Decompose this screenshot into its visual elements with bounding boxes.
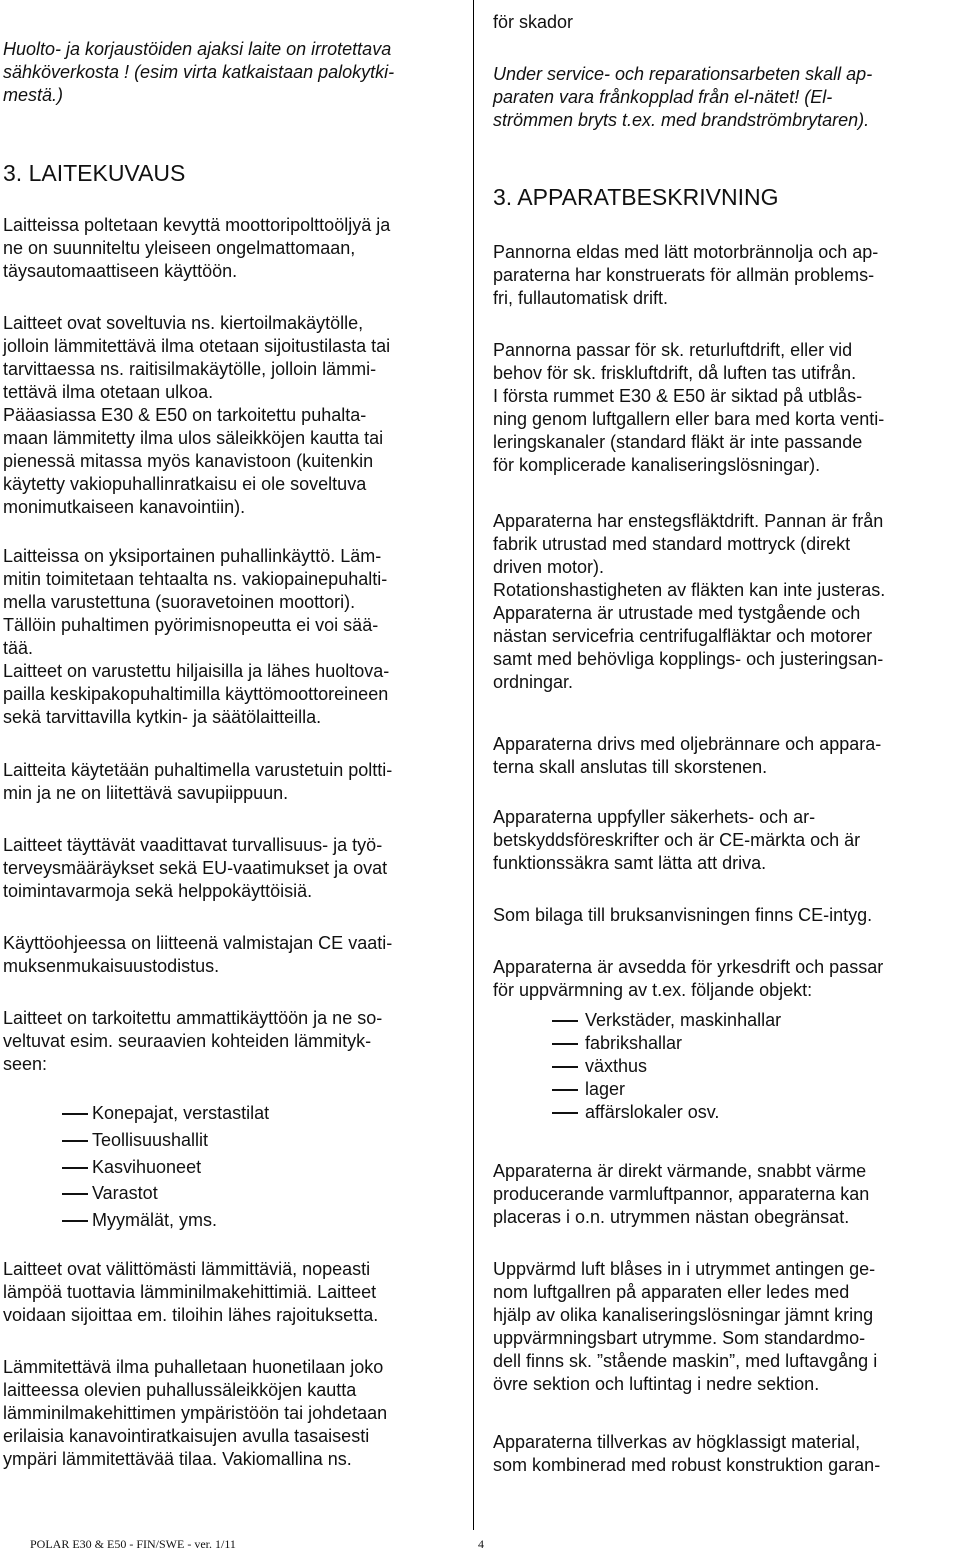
list-dash (552, 1043, 578, 1045)
text-line: toimintavarmoja sekä helppokäyttöisiä. (3, 881, 313, 901)
text-line: Pannorna eldas med lätt motorbrännolja och ap- (493, 242, 879, 262)
text-line: lämminilmakehittimen ympäristöön tai johdetaan (3, 1403, 388, 1423)
text-line: fri, fullautomatisk drift. (493, 288, 669, 308)
text-line: Laitteita käytetään puhaltimella varustetuin poltti- (3, 760, 393, 780)
text-line: övre sektion och luftintag i nedre sektion. (493, 1374, 820, 1394)
intro-line: Huolto- ja korjaustöiden ajaksi laite on irrotettava (3, 39, 392, 59)
text-line: tää. (3, 638, 34, 658)
text-line: Uppvärmd luft blåses in i utrymmet antingen ge- (493, 1259, 876, 1279)
text-line: paraterna har konstruerats för allmän problems- (493, 265, 875, 285)
text-line: nästan servicefria centrifugalfläktar och motorer (493, 626, 873, 646)
text-line: Laitteet ovat soveltuvia ns. kiertoilmakäytölle, (3, 313, 364, 333)
list-dash (62, 1140, 88, 1142)
text-line: mella varustettuna (suoravetoinen moottori). (3, 592, 356, 612)
text-line: Laitteissa poltetaan kevyttä moottoripolttoöljyä ja (3, 215, 391, 235)
list-dash (62, 1167, 88, 1169)
list-item: Teollisuushallit (92, 1130, 209, 1150)
text-line: Käyttöohjeessa on liitteenä valmistajan CE vaati- (3, 933, 393, 953)
text-line: pienessä mitassa myös kanavistoon (kuitenkin (3, 451, 374, 471)
text-line: producerande varmluftpannor, apparaterna kan (493, 1184, 870, 1204)
text-line: mitin toimitetaan tehtaalta ns. vakiopainepuhalti- (3, 569, 388, 589)
list-dash (552, 1089, 578, 1091)
list-item: lager (585, 1079, 626, 1099)
list-item: Myymälät, yms. (92, 1210, 218, 1230)
text-line: Tällöin puhaltimen pyörimisnopeutta ei voi sää- (3, 615, 379, 635)
text-line: tarvittaessa ns. raitisilmakäytölle, jolloin lämmi- (3, 359, 377, 379)
list-item: Kasvihuoneet (92, 1157, 202, 1177)
list-dash (552, 1066, 578, 1068)
text-line: Laitteet ovat välittömästi lämmittäviä, nopeasti (3, 1259, 371, 1279)
text-line: seen: (3, 1054, 48, 1074)
text-line: Apparaterna drivs med oljebrännare och appara- (493, 734, 882, 754)
text-line: Pääasiassa E30 & E50 on tarkoitettu puhalta- (3, 405, 367, 425)
text-line: Lämmitettävä ilma puhalletaan huonetilaan joko (3, 1357, 384, 1377)
text-line: nom luftgallren på apparaten eller ledes med (493, 1282, 850, 1302)
text-line: terna skall anslutas till skorstenen. (493, 757, 768, 777)
text-line: Laitteet on tarkoitettu ammattikäyttöön ja ne so- (3, 1008, 383, 1028)
text-line: I första rummet E30 & E50 är siktad på utblås- (493, 386, 863, 406)
text-line: funktionssäkra samt lätta att driva. (493, 853, 767, 873)
text-line: tettävä ilma otetaan ulkoa. (3, 382, 214, 402)
text-line: Rotationshastigheten av fläkten kan inte justeras. (493, 580, 886, 600)
text-line: Laitteet täyttävät vaadittavat turvallisuus- ja työ- (3, 835, 383, 855)
intro-line: för skador (493, 12, 574, 32)
text-line: maan lämmitetty ilma ulos säleikköjen kautta tai (3, 428, 384, 448)
text-line: jolloin lämmitettävä ilma otetaan sijoitustilasta tai (3, 336, 391, 356)
intro-line: paraten vara frånkopplad från el-nätet! (El- (493, 87, 833, 107)
text-line: Apparaterna uppfyller säkerhets- och ar- (493, 807, 816, 827)
text-line: leringskanaler (standard fläkt är inte passande (493, 432, 863, 452)
intro-line: Under service- och reparationsarbeten skall ap- (493, 64, 873, 84)
text-line: driven motor). (493, 557, 605, 577)
text-line: Apparaterna tillverkas av högklassigt material, (493, 1432, 861, 1452)
list-dash (62, 1220, 88, 1222)
intro-line: strömmen bryts t.ex. med brandströmbrytaren). (493, 110, 870, 130)
list-item: Konepajat, verstastilat (92, 1103, 270, 1123)
text-line: ne on suunniteltu yleiseen ongelmattomaan, (3, 238, 356, 258)
text-line: för komplicerade kanaliseringslösningar). (493, 455, 821, 475)
section-heading: 3. LAITEKUVAUS (3, 160, 186, 186)
section-heading: 3. APPARATBESKRIVNING (493, 184, 779, 210)
text-line: för uppvärmning av t.ex. följande objekt: (493, 980, 813, 1000)
list-dash (552, 1020, 578, 1022)
text-line: ning genom luftgallern eller bara med korta venti- (493, 409, 885, 429)
list-item: affärslokaler osv. (585, 1102, 720, 1122)
text-line: pailla keskipakopuhaltimilla käyttömoottoreineen (3, 684, 389, 704)
text-line: laitteessa olevien puhallussäleikköjen kautta (3, 1380, 357, 1400)
text-line: käytetty vakiopuhallinratkaisu ei ole soveltuva (3, 474, 367, 494)
text-line: Apparaterna är direkt värmande, snabbt värme (493, 1161, 867, 1181)
text-line: terveysmääräykset sekä EU-vaatimukset ja ovat (3, 858, 388, 878)
text-line: samt med behövliga kopplings- och justeringsan- (493, 649, 884, 669)
text-line: täysautomaattiseen käyttöön. (3, 261, 238, 281)
text-line: Apparaterna har enstegsfläktdrift. Pannan är från (493, 511, 884, 531)
list-item: växthus (585, 1056, 648, 1076)
intro-line: sähköverkosta ! (esim virta katkaistaan palokytki- (3, 62, 395, 82)
text-line: ordningar. (493, 672, 574, 692)
list-dash (552, 1112, 578, 1114)
text-line: ympäri lämmitettävää tilaa. Vakiomallina ns. (3, 1449, 352, 1469)
text-line: veltuvat esim. seuraavien kohteiden lämmityk- (3, 1031, 372, 1051)
text-line: Apparaterna är utrustade med tystgående och (493, 603, 861, 623)
text-line: muksenmukaisuustodistus. (3, 956, 220, 976)
list-dash (62, 1193, 88, 1195)
text-line: som kombinerad med robust konstruktion garan- (493, 1455, 881, 1475)
page-number: 4 (478, 1537, 484, 1551)
text-line: fabrik utrustad med standard mottryck (direkt (493, 534, 851, 554)
text-line: voidaan sijoittaa em. tiloihin lähes rajoituksetta. (3, 1305, 379, 1325)
list-dash (62, 1113, 88, 1115)
footer-doc-label: POLAR E30 & E50 - FIN/SWE - ver. 1/11 (30, 1537, 236, 1551)
text-line: uppvärmningsbart utrymme. Som standardmo- (493, 1328, 866, 1348)
text-line: Laitteet on varustettu hiljaisilla ja lähes huoltova- (3, 661, 390, 681)
text-line: Apparaterna är avsedda för yrkesdrift och passar (493, 957, 884, 977)
list-item: Verkstäder, maskinhallar (585, 1010, 782, 1030)
text-line: behov för sk. friskluftdrift, då luften tas utifrån. (493, 363, 857, 383)
text-line: sekä tarvittavilla kytkin- ja säätölaitteilla. (3, 707, 322, 727)
text-line: hjälp av olika kanaliseringslösningar jämnt kring (493, 1305, 874, 1325)
text-line: Som bilaga till bruksanvisningen finns CE-intyg. (493, 905, 873, 925)
text-line: erilaisia kanavointiratkaisujen avulla tasaisesti (3, 1426, 370, 1446)
text-line: dell finns sk. ”stående maskin”, med luftavgång i (493, 1351, 878, 1371)
text-line: Laitteissa on yksiportainen puhallinkäyttö. Läm- (3, 546, 382, 566)
text-line: monimutkaiseen kanavointiin). (3, 497, 246, 517)
text-line: Pannorna passar för sk. returluftdrift, eller vid (493, 340, 853, 360)
list-item: fabrikshallar (585, 1033, 683, 1053)
text-line: placeras i o.n. utrymmen nästan obegränsat. (493, 1207, 850, 1227)
text-line: lämpöä tuottavia lämminilmakehittimiä. Laitteet (3, 1282, 377, 1302)
column-divider (473, 0, 474, 1530)
list-item: Varastot (92, 1183, 158, 1203)
intro-line: mestä.) (3, 85, 64, 105)
text-line: min ja ne on liitettävä savupiippuun. (3, 783, 289, 803)
text-line: betskyddsföreskrifter och är CE-märkta och är (493, 830, 861, 850)
